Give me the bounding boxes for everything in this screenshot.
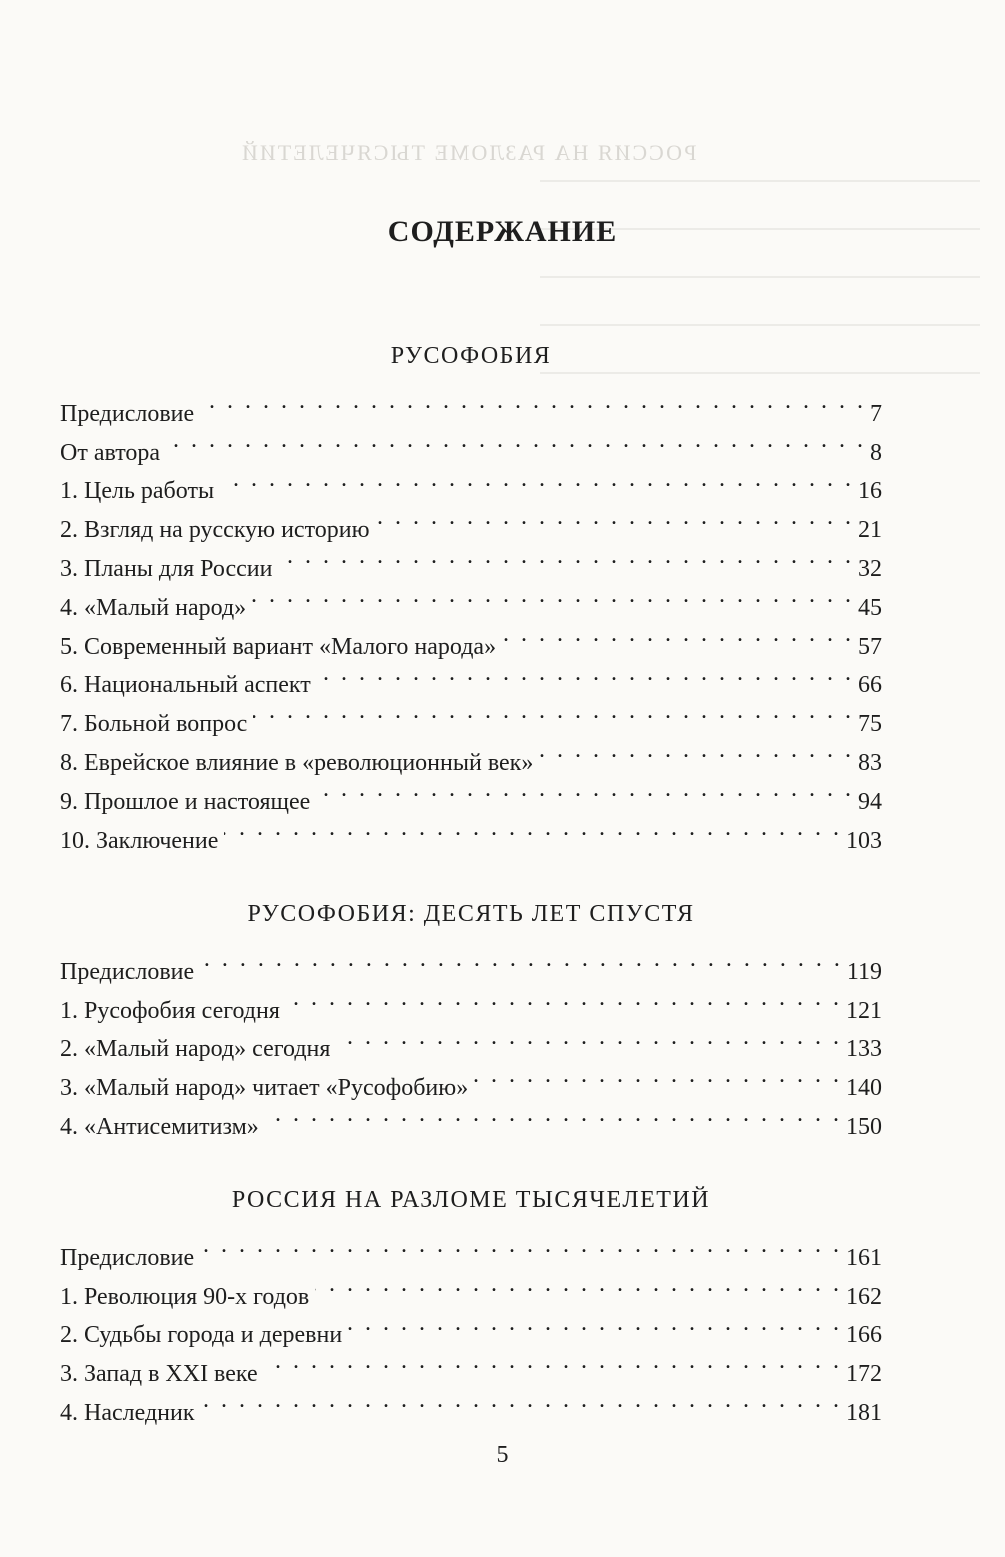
entry-page: 172 xyxy=(846,1361,882,1388)
dot-leader xyxy=(253,692,854,731)
dot-leader xyxy=(317,654,854,693)
entry-label: 1. Революция 90-х годов xyxy=(60,1283,310,1310)
entry-page: 8 xyxy=(870,439,882,466)
entry-page: 75 xyxy=(858,711,882,738)
dot-leader xyxy=(220,460,854,499)
entry-label: 7. Больной вопрос xyxy=(60,711,248,738)
entry-page: 181 xyxy=(846,1399,882,1426)
dot-leader xyxy=(166,421,866,460)
entry-page: 45 xyxy=(858,594,882,621)
page-title: СОДЕРЖАНИЕ xyxy=(387,215,618,248)
entry-label: 3. «Малый народ» читает «Русофобию» xyxy=(60,1075,469,1102)
toc-entry[interactable] xyxy=(60,1226,882,1271)
dot-leader xyxy=(315,1265,842,1304)
dot-leader xyxy=(474,1056,842,1095)
entry-page: 66 xyxy=(858,672,882,699)
entry-label: 6. Национальный аспект xyxy=(60,672,311,699)
entry-label: 3. Планы для России xyxy=(60,555,273,582)
entry-label: 8. Еврейское влияние в «революционный век» xyxy=(60,749,534,776)
dot-leader xyxy=(348,1304,842,1343)
entry-page: 162 xyxy=(846,1283,882,1310)
toc-entry[interactable] xyxy=(60,940,882,985)
page-number: 5 xyxy=(496,1442,509,1468)
entry-label: 10. Заключение xyxy=(60,827,219,854)
entry-page: 21 xyxy=(858,517,882,544)
dot-leader xyxy=(200,940,843,979)
section-heading: РОССИЯ НА РАЗЛОМЕ ТЫСЯЧЕЛЕТИЙ xyxy=(231,1187,711,1213)
dot-leader xyxy=(336,1018,842,1057)
toc-section-ten-years-later xyxy=(60,888,882,1140)
toc-section-russia-millennia xyxy=(60,1174,882,1426)
entry-label: 9. Прошлое и настоящее xyxy=(60,788,311,815)
entry-page: 7 xyxy=(870,400,882,427)
entry-label: Предисловие xyxy=(60,400,195,427)
toc-entry[interactable] xyxy=(60,382,882,427)
dot-leader xyxy=(265,1095,842,1134)
entry-label: 4. «Малый народ» xyxy=(60,594,247,621)
dot-leader xyxy=(264,1342,842,1381)
entry-label: Предисловие xyxy=(60,1244,195,1271)
entry-label: 1. Русофобия сегодня xyxy=(60,997,280,1024)
entry-label: 3. Запад в XXI веке xyxy=(60,1361,258,1388)
show-through-text: РОССИЯ НА РАЗЛОМЕ ТЫСЯЧЕЛЕТИЙ xyxy=(240,140,697,165)
section-heading: РУСОФОБИЯ: ДЕСЯТЬ ЛЕТ СПУСТЯ xyxy=(247,901,695,927)
entry-label: 2. Судьбы города и деревни xyxy=(60,1322,343,1349)
entry-page: 150 xyxy=(846,1113,882,1140)
dot-leader xyxy=(539,731,854,770)
entry-page: 32 xyxy=(858,555,882,582)
entry-label: 2. Взгляд на русскую историю xyxy=(60,517,370,544)
dot-leader xyxy=(376,498,854,537)
entry-label: 2. «Малый народ» сегодня xyxy=(60,1036,331,1063)
toc-entry[interactable] xyxy=(60,460,882,505)
entry-page: 121 xyxy=(846,997,882,1024)
dot-leader xyxy=(286,979,842,1018)
entry-page: 94 xyxy=(858,788,882,815)
dot-leader xyxy=(316,770,854,809)
entry-label: Предисловие xyxy=(60,958,195,985)
entry-page: 140 xyxy=(846,1075,882,1102)
entry-label: 1. Цель работы xyxy=(60,478,215,505)
dot-leader xyxy=(279,537,855,576)
dot-leader xyxy=(200,1226,842,1265)
entry-page: 119 xyxy=(846,958,882,985)
dot-leader xyxy=(200,382,866,421)
entry-page: 133 xyxy=(846,1036,882,1063)
entry-page: 166 xyxy=(846,1322,882,1349)
toc-section-rusofobiya xyxy=(60,330,882,854)
section-heading: РУСОФОБИЯ xyxy=(390,343,552,369)
entry-page: 83 xyxy=(858,749,882,776)
entry-page: 161 xyxy=(846,1244,882,1271)
entry-label: 5. Современный вариант «Малого народа» xyxy=(60,633,497,660)
entry-page: 57 xyxy=(858,633,882,660)
dot-leader xyxy=(224,809,842,848)
entry-label: 4. «Антисемитизм» xyxy=(60,1113,259,1140)
entry-page: 103 xyxy=(846,827,882,854)
dot-leader xyxy=(201,1381,842,1420)
dot-leader xyxy=(502,615,854,654)
dot-leader xyxy=(252,576,854,615)
entry-page: 16 xyxy=(858,478,882,505)
entry-label: 4. Наследник xyxy=(60,1399,195,1426)
entry-label: От автора xyxy=(60,439,161,466)
toc-entry[interactable] xyxy=(60,421,882,466)
